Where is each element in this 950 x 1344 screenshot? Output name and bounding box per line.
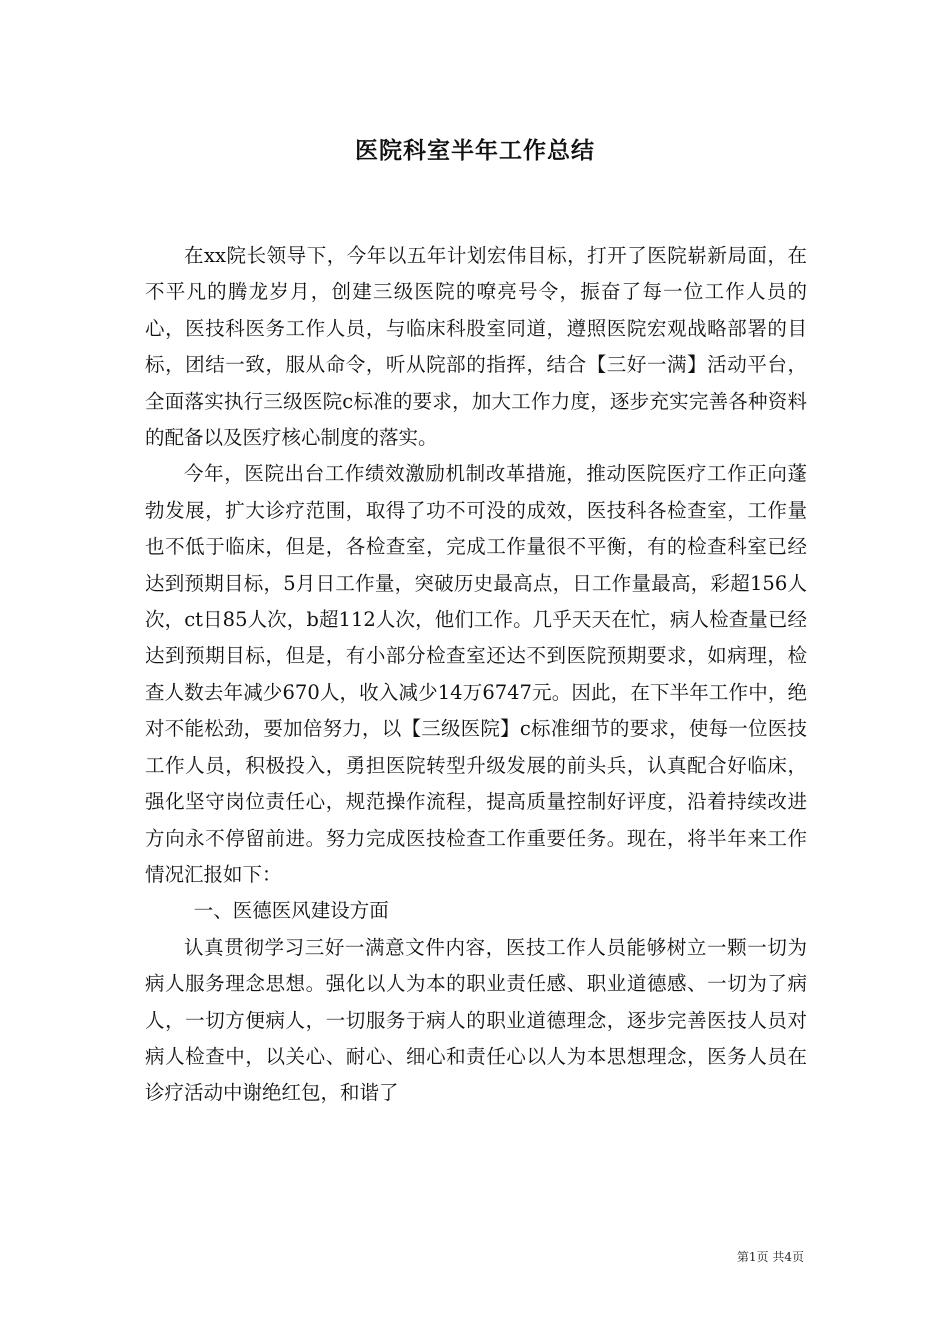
document-title: 医院科室半年工作总结: [355, 138, 595, 164]
document-body: [145, 238, 807, 1112]
paragraph-work-report: 今年，医院出台工作绩效激励机制改革措施，推动医院医疗工作正向蓬勃发展，扩大诊疗范围，取得了功不可没的成效，医技科各检查室，工作量也不低于临床，但是，各检查室，完成工作量很不平衡，有的检查科室已经达到预期目标，5月日工作量，突破历史最高点，日工作量最高，彩超156人次，ct日85人次，b超112人次，他们工作。几乎天天在忙，病人检查量已经达到预期目标，但是，有小部分检查室还达不到医院预期要求，如病理，检查人数去年减少670人，收入减少14万6747元。因此，在下半年工作中，绝对不能松劲，要加倍努力，以【三级医院】c标准细节的要求，使每一位医技工作人员，积极投入，勇担医院转型升级发展的前头兵，认真配合好临床，强化坚守岗位责任心，规范操作流程，提高质量控制好评度，沿着持续改进方向永不停留前进。努力完成医技检查工作重要任务。现在，将半年来工作情况汇报如下：: [145, 462, 807, 886]
paragraph-intro: 在xx院长领导下，今年以五年计划宏伟目标，打开了医院崭新局面，在不平凡的腾龙岁月，创建三级医院的嘹亮号令，振奋了每一位工作人员的心，医技科医务工作人员，与临床科股室同道，遵照医院宏观战略部署的目标，团结一致，服从命令，听从院部的指挥，结合【三好一满】活动平台，全面落实执行三级医院c标准的要求，加大工作力度，逐步充实完善各种资料的配备以及医疗核心制度的落实。: [145, 244, 807, 450]
paragraph-ethics: 认真贯彻学习三好一满意文件内容，医技工作人员能够树立一颗一切为病人服务理念思想。强化以人为本的职业责任感、职业道德感、一切为了病人，一切方便病人，一切服务于病人的职业道德理念，逐步完善医技人员对病人检查中，以关心、耐心、细心和责任心以人为本思想理念，医务人员在诊疗活动中谢绝红包，和谐了: [145, 935, 807, 1105]
page-number: 第1页 共4页: [736, 1250, 804, 1264]
section-heading-ethics: 一、医德医风建设方面: [193, 899, 389, 923]
